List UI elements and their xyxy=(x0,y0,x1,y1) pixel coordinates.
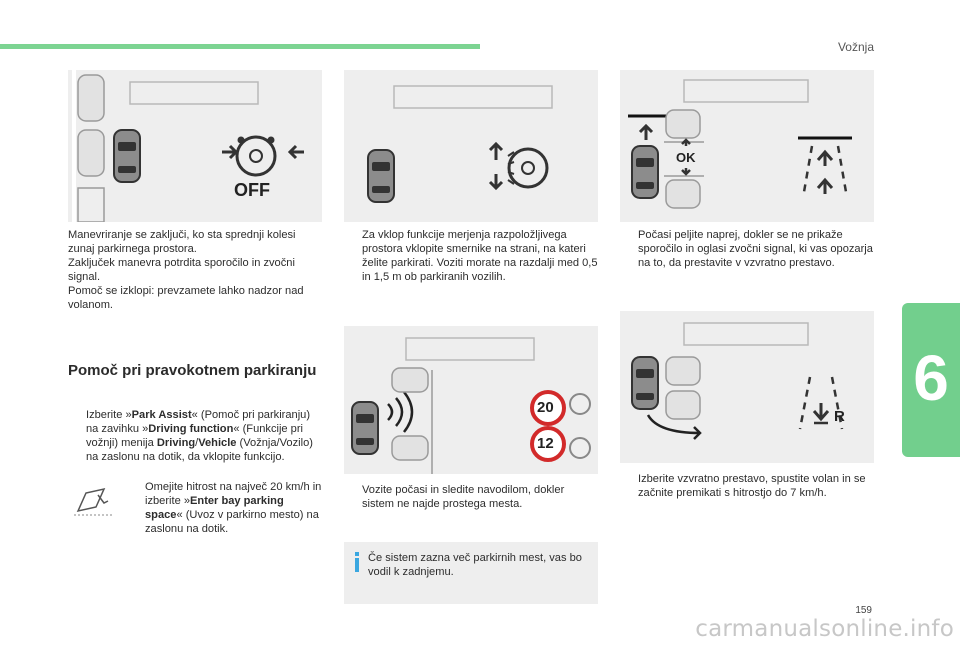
figure-ok-reverse-prompt xyxy=(620,70,874,222)
chapter-number: 6 xyxy=(913,342,949,414)
header-accent-bar xyxy=(0,44,480,49)
figure-activate-measurement xyxy=(344,70,598,222)
ok-label: OK xyxy=(676,150,696,165)
figure-speed-guidance xyxy=(344,326,598,474)
instruction-select-reverse: Izberite vzvratno prestavo, spustite volan in se začnite premikati s hitrostjo do 7 km/h. xyxy=(638,473,866,499)
figure-reverse-into-bay xyxy=(620,311,874,463)
assist-off-text: Pomoč se izklopi: prevzamete lahko nadzor nad volanom. xyxy=(68,285,304,311)
instruction-drive-slowly: Vozite počasi in sledite navodilom, dokler sistem ne najde prostega mesta. xyxy=(362,484,565,510)
reverse-gear-label: R xyxy=(834,408,845,425)
maneuver-end-text: Manevriranje se zaključi, ko sta sprednji kolesi zunaj parkirnega prostora. xyxy=(68,229,296,255)
info-box xyxy=(344,542,598,604)
page-number: 159 xyxy=(855,605,872,616)
speed-sign-20: 20 xyxy=(537,399,554,416)
info-icon xyxy=(352,552,362,572)
touchscreen-finger-icon xyxy=(72,481,116,517)
speed-sign-12: 12 xyxy=(537,435,554,452)
section-heading: Pomoč pri pravokotnem parkiranju xyxy=(68,362,317,379)
instruction-limit-speed: Omejite hitrost na največ 20 km/h in izberite »Enter bay parking space« (Uvoz v parkirno mesto) na zaslonu na dotik. xyxy=(145,481,322,535)
instruction-select-park-assist: Izberite »Park Assist« (Pomoč pri parkiranju) na zavihku »Driving function« (Funkcije pri vožnji) menija Driving/Vehicle (Vožnja/Vozilo) na zaslonu na dotik, da vklopite funkcijo. xyxy=(86,409,313,463)
confirmation-text: Zaključek manevra potrdita sporočilo in zvočni signal. xyxy=(68,257,295,283)
watermark: carmanualsonline.info xyxy=(695,616,954,642)
figure-maneuver-end xyxy=(68,70,322,222)
instruction-activate-indicator: Za vklop funkcije merjenja razpoložljivega prostora vklopite smernike na strani, na kateri želite parkirati. Voziti morate na razdalji med 0,5 in 1,5 m ob parkiranih vozilih. xyxy=(362,229,598,283)
info-text: Če sistem zazna več parkirnih mest, vas bo vodil k zadnjemu. xyxy=(368,552,582,578)
instruction-drive-forward: Počasi peljite naprej, dokler se ne prikaže sporočilo in oglasi zvočni signal, ki vas opozarja na to, da prestavite v vzvratno prestavo. xyxy=(638,229,873,269)
chapter-tab xyxy=(902,303,960,457)
section-title: Vožnja xyxy=(837,40,874,54)
col1-paragraph xyxy=(68,228,322,312)
off-label: OFF xyxy=(234,180,270,200)
